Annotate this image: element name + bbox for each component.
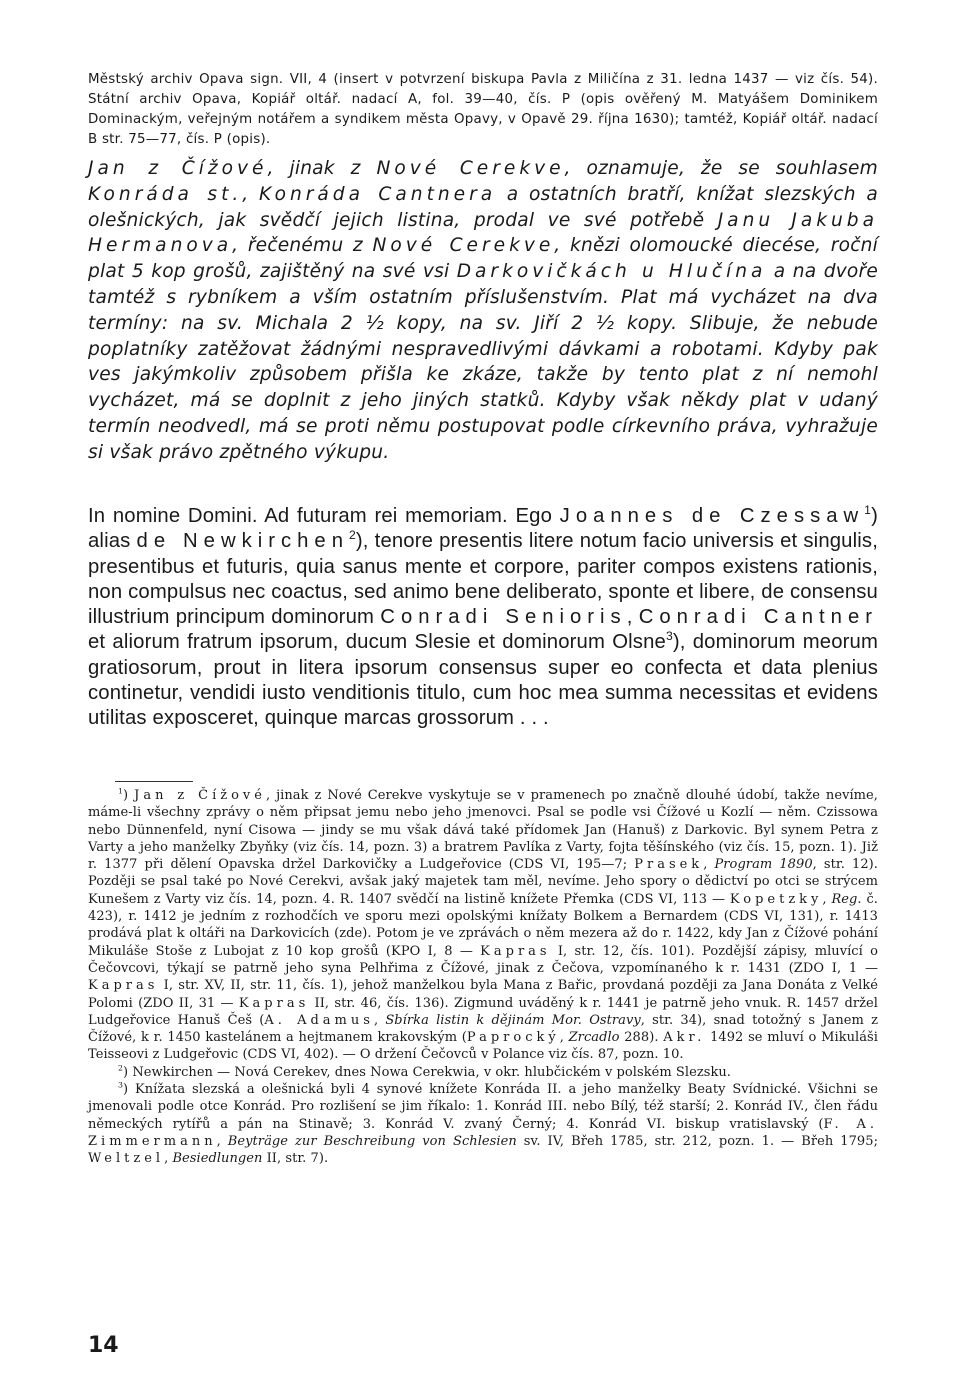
note-text: ) Newkirchen — Nová Cerekev, dnes Nowa Cerekwia, v okr. hlubčickém v polském Slezsku. [123,1064,731,1080]
person-name: Janu Jakuba Hermanova [88,209,879,257]
latin-segment: , [626,606,639,629]
work-title: Beyträge zur Beschreibung von Schlesien [227,1133,517,1149]
footnote-3 [88,1081,878,1167]
person-name: Conradi Senioris [380,606,627,629]
regest-text: , knězi olomoucké diecése, roční plat 5 kop grošů, zajištěný na své vsi [88,235,879,283]
note-text: č. 423), r. 1412 je jedním z rozhodčích ve sporu mezi opolskými knížaty Bolkem a Bernardem (CDS VI, 131), r. 1413 prodává plat k oltáři na Darkovicích (zde). Potom je ve zprávách o něm mezera až do r. 1422, kdy Jan z Čížové pohání Mikuláše Stoše z Lubojat z 10 kop grošů (KPO I, 8 — [88,891,878,959]
work-title: Zrcadlo [568,1030,620,1046]
note-text: , jinak z Nové Cerekve vyskytuje se v pramenech po značně dlouhé údobí, takže nevíme, máme-li všechny zprávy o něm připsat jemu nebo jeho jmenovci. Psal se podle vsi Čížové u Kozlí — něm. Czissowa nebo Dünnenfeld, nyní Cisowa — jindy se mu však dává také přídomek Jan (Hanuš) z Darkovic. Byl synem Petra z Varty a jeho manželky Zbyňky (viz čís. 14, pozn. 3) a bratrem Pavlíka z Varty, fojta těšínského (viz čís. 15, pozn. 1). Již r. 1377 při dělení Opavska držel Darkovičky a Ludgeřovice (CDS VI, 195—7; [88,788,878,873]
note-text: I, str. XV, II, str. 11, čís. 1), jehož manželkou byla Mana z Bařic, provdaná později za Jana Donáta z Velké Polomi (ZDO II, 31 — [88,978,878,1011]
footnote-divider [115,781,193,782]
footnote-2 [88,1064,878,1081]
latin-segment: ), dominorum meorum gratiosorum, prout in litera ipsorum consensus super eo confecta et data plenius continetur, vendidi iusto venditionis titulo, cum hoc mea summa necessitas et evidens utilitas exposceret, quinque marcas grossorum . . . [88,631,878,730]
note-text: , str. 34), snad totožný s Janem z Čížové, k r. 1450 kastelánem a hejtmanem krakovským ( [88,1012,879,1046]
author-name: Weltzel [88,1151,165,1167]
note-text: II, str. 46, čís. 136). Zigmund uváděný k r. 1441 je patrně jeho vnuk. R. 1457 držel Ludgeřovice Hanuš Češ ( [88,995,879,1028]
person-name: Conradi Cantner [638,606,878,629]
author-name: Prasek [634,857,704,873]
note-text: 288). [619,1030,664,1046]
note-text: ) Knížata slezská a olešnická byli 4 synové knížete Konráda II. a jeho manželky Beaty Svídnické. Všichni se jmenovali podle otce Konrád. Pro rozlišení se jim říkalo: 1. Konrád III. nebo Bílý, též starší; 2. Konrád IV., člen řádu německých rytířů a pán na Stinavě; 3. Konrád V. zvaný Černý; 4. Konrád VI. biskup vratislavský ( [88,1082,878,1132]
footnote-mark: 2 [118,1063,124,1073]
note-text: , [216,1133,228,1149]
author-name: F. A. Zimmermann [88,1116,879,1149]
latin-text [88,504,878,732]
latin-segment: ) alias [88,505,878,553]
footnote-mark: 1 [118,786,124,796]
note-text: , [822,891,832,907]
person-name: Konráda Cantnera [259,183,497,205]
spaced-text: Akr. [663,1030,706,1046]
footnote-ref[interactable]: 1 [864,503,872,518]
work-title: Program 1890 [714,857,813,873]
author-name: Paprocký [466,1030,560,1046]
latin-segment: ), tenore presentis litere notum facio universis et singulis, presentibus et futuris, quia sanus mente et corpore, pariter compos existens rationis, non compulsus nec coactus, sed animo bene deliberato, sponte et libere, de consensu illustrium principum dominorum [88,530,879,629]
note-text: I, str. 12, čís. 101). Pozdější zápisy, mluvící o Čečovcovi, týkají se patrně jeho syna Pelhřima z Čížové, jinak z Čečova, vzpomínaného k r. 1431 (ZDO I, 1 — [88,943,878,976]
regest-text: a ostatních bratří, knížat slezských a olešnických, jak svědčí jejich listina, prodal ve své potřebě [88,183,878,231]
note-text: sv. IV, Břeh 1785, str. 212, pozn. 1. — Břeh 1795; [516,1133,878,1149]
latin-segment: In nomine Domini. Ad futuram rei memoriam. Ego [88,505,560,527]
page-number: 14 [88,1333,119,1358]
footnote-1 [88,787,878,1064]
person-name: Joannes de Czessaw [559,505,865,527]
note-text: ) [123,788,135,803]
author-name: Kapras [88,978,159,994]
author-name: A. Adamus [264,1012,374,1028]
person-name: Konráda st. [88,183,243,205]
work-title: Reg. [831,891,862,907]
footnote-ref[interactable]: 2 [348,528,356,543]
note-text: II, str. 7). [262,1151,329,1167]
work-title: Sbírka listin k dějinám Mor. Ostravy [385,1012,641,1028]
work-title: Besiedlungen [172,1151,263,1167]
source-note: Městský archiv Opava sign. VII, 4 (insert v potvrzení biskupa Pavla z Miličína z 31. ledna 1437 — viz čís. 54). Státní archiv Opava, Kopiář oltář. nadací A, fol. 39—40, čís. P (opis ověřený M. Matyášem Dominikem Dominackým, veřejným notářem a syndikem města Opavy, v Opavě 29. října 1630); tamtéž, Kopiář oltář. nadací B str. 75—77, čís. P (opis). [88,72,878,147]
place-name: Nové Cerekve [376,158,565,179]
place-name: de Newkirchen [136,530,349,553]
regest-text: a na dvoře tamtéž s rybníkem a vším ostatním příslušenstvím. Plat má vycházet na dva termíny: na sv. Michala 2 ½ kopy, na sv. Jiří 2 ½ kopy. Slibuje, že nebude poplatníky zatěžovat žádnými nespravedlivými dávkami a robotami. Kdyby pak ves jakýmkoliv způsobem přišla ke zkáze, takže by tento plat z ní nemohl vycházet, má se doplnit z jeho jiných statků. Kdyby však někdy plat v udaný termín neodvedl, má se proti němu postupovat podle církevního práva, vyhražuje si však právo zpětného výkupu. [88,261,878,463]
note-text: , [703,857,715,873]
note-text: , [164,1151,173,1167]
latin-segment: et aliorum fratrum ipsorum, ducum Slesie et dominorum Olsne [88,631,666,654]
note-text: , [373,1012,386,1028]
person-name: Jan z Čížové [88,158,268,179]
note-text: , str. 12). Později se psal také po Nové Cerekvi, avšak jaký majetek tam měl, nevíme. Jeho spory o dědictví po otci se strýcem Kunešem z Varty viz čís. 14, pozn. 4. R. 1407 svědčí na listině knížete Přemka (CDS VI, 113 — [88,857,878,907]
note-text: , [559,1030,569,1046]
note-text: 1492 se mluví o Mikuláši Teisseovi z Ludgeřovic (CDS VI, 402). — O držení Čečovců v Polance viz čís. 87, pozn. 10. [88,1030,878,1063]
regest-text: , [242,183,260,205]
regest-text: , oznamuje, že se souhlasem [564,158,878,179]
author-name: Kapras [480,943,551,959]
author-name: Kapras [238,995,310,1011]
footnote-mark: 3 [118,1080,124,1090]
place-name: Darkovičkách u Hlučína [456,261,767,283]
footnote-ref[interactable]: 3 [665,629,673,644]
regest-text: , jinak z [267,158,377,179]
regest-text: , řečenému z [232,235,373,257]
person-name: Jan z Čížové [134,788,266,803]
czech-regest [88,156,878,466]
footnotes [88,787,878,1168]
place-name: Nové Cerekve [372,235,555,257]
author-name: Kopetzky [729,891,823,907]
